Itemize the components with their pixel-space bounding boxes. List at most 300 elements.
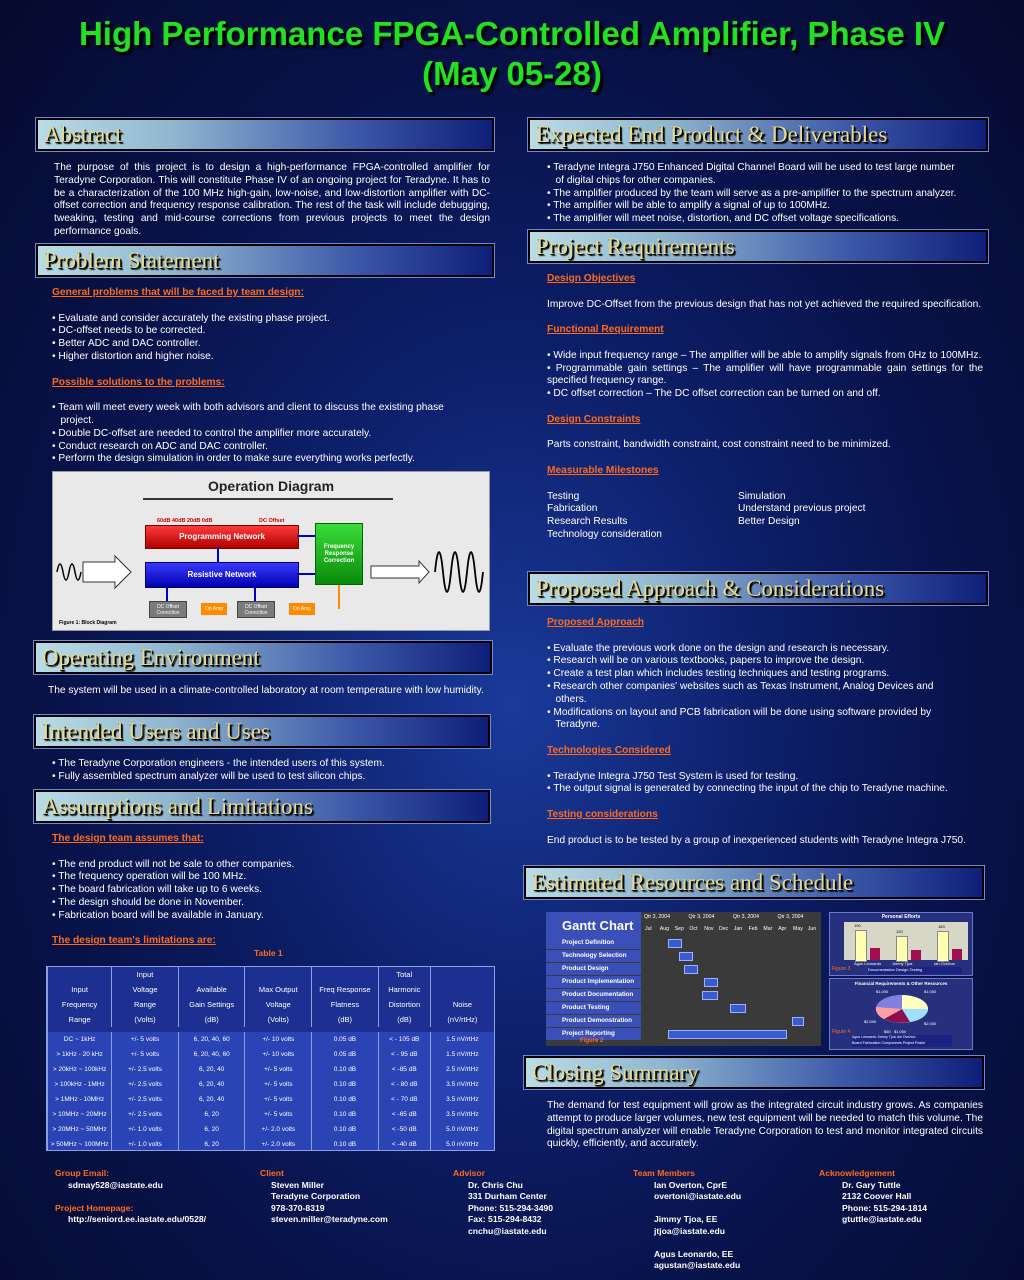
gantt-bar: [730, 1004, 746, 1013]
assumptions-subheading: The design team assumes that:: [52, 833, 204, 844]
approach-heading: Proposed Approach & Considerations: [536, 576, 885, 601]
testing-text: End product is to be tested by a group of inexperienced students with Teradyne Integra J750.: [547, 834, 966, 846]
spec-cell: +/- 2.0 volts: [245, 1122, 312, 1137]
ack-label: Acknowledgement: [819, 1168, 895, 1178]
gantt-month-label: Feb: [748, 926, 758, 932]
client-info: [260, 1180, 440, 1226]
solution-item: • Conduct research on ADC and DAC controller.: [52, 440, 268, 452]
milestones-right: [738, 491, 865, 529]
spec-header-cell: (Volts): [245, 1012, 312, 1027]
pie-slice: [876, 995, 902, 1009]
legend-item: Design: [896, 967, 909, 972]
approach-header: [528, 572, 988, 605]
spec-cell: 6, 20, 40: [178, 1092, 245, 1107]
closing-heading: Closing Summary: [532, 1060, 699, 1085]
spec-data-row: [48, 1047, 495, 1062]
milestone-item: Better Design: [738, 516, 800, 528]
milestone-item: Technology consideration: [547, 528, 662, 540]
spec-table-container: [46, 966, 495, 1151]
advisor-label: Advisor: [453, 1168, 485, 1178]
op-amp-block-2: Op Amp: [289, 603, 315, 615]
finance-value: $50: [884, 1029, 891, 1034]
effort-bar: [937, 931, 949, 962]
abstract-header: [36, 118, 494, 151]
gantt-caption: Figure 2: [580, 1038, 604, 1044]
milestone-item: Understand previous project: [738, 503, 866, 515]
problem-item: • Higher distortion and higher noise.: [52, 350, 214, 362]
requirements-header: [528, 230, 988, 263]
spec-cell: +/- 2.5 volts: [112, 1077, 179, 1092]
spec-cell: +/- 2.5 volts: [112, 1062, 179, 1077]
finance-value: $1,000: [924, 989, 937, 994]
spec-cell: +/- 5 volts: [245, 1107, 312, 1122]
deliverable-item: • The amplifier produced by the team will serve as a pre-amplifier to the spectrum analyzer.: [547, 187, 957, 199]
spec-cell: 1.5 nV/rtHz: [430, 1032, 494, 1047]
pie-slice: [902, 995, 928, 1009]
spec-cell: > 1MHz - 10MHz: [48, 1092, 112, 1107]
spec-header-cell: (dB): [378, 1012, 430, 1027]
functional-item: • Programmable gain settings – The amplifier will have programmable gain settings for the specified frequency range.: [547, 362, 983, 387]
gantt-task-row: Technology Selection: [546, 950, 641, 962]
problem-item: • Better ADC and DAC controller.: [52, 338, 201, 350]
users-body: [52, 758, 492, 784]
assumption-item: • The frequency operation will be 100 MHz.: [52, 871, 247, 883]
spec-cell: 6, 20, 40: [178, 1062, 245, 1077]
spec-header-cell: Input: [112, 967, 179, 982]
operating-heading: Operating Environment: [42, 645, 260, 670]
spec-data-row: [48, 1092, 495, 1107]
spec-data-row: [48, 1032, 495, 1047]
abstract-body: The purpose of this project is to design a high-performance FPGA-controlled amplifier for Teradyne Corporation. This will constitute Phase IV of an ongoing project for Teradyne. It has to be a characterization of the 100 MHz high-gain, low-noise, and low-distortion amplifier with DC-offset correction and frequency response calibration. The rest of the task will include debugging, tweaking, testing and mid-course corrections from previous projects to meet the design performance goals.: [54, 162, 490, 237]
spec-header-cell: Freq Response: [312, 982, 379, 997]
footer-acknowledgement: [819, 1168, 999, 1226]
footer-team: [633, 1168, 803, 1272]
effort-title: Personal Efforts: [881, 914, 921, 920]
spec-cell: < - 70 dB: [378, 1092, 430, 1107]
effort-value: 190: [854, 923, 861, 928]
spec-cell: 0.10 dB: [312, 1137, 379, 1151]
deliverables-heading: Expected End Product & Deliverables: [536, 122, 888, 147]
spec-data-row: [48, 1107, 495, 1122]
spec-header-cell: [312, 967, 379, 982]
technology-item: • Teradyne Integra J750 Test System is used for testing.: [547, 770, 799, 782]
spec-cell: 6, 20, 40, 60: [178, 1032, 245, 1047]
spec-cell: 0.10 dB: [312, 1122, 379, 1137]
spec-cell: 5.0 nV/rtHz: [430, 1137, 494, 1151]
spec-cell: 3.5 nV/rtHz: [430, 1077, 494, 1092]
spec-cell: +/- 1.0 volts: [112, 1122, 179, 1137]
op-amp-block-1: Op Amp: [201, 603, 227, 615]
homepage-label: Project Homepage:: [55, 1202, 134, 1213]
users-item: • Fully assembled spectrum analyzer will be used to test silicon chips.: [52, 770, 366, 782]
spec-cell: +/- 2.0 volts: [245, 1137, 312, 1151]
spec-header-cell: Voltage: [112, 982, 179, 997]
client-label: Client: [260, 1168, 284, 1178]
gantt-task-row: Product Implementation: [546, 976, 641, 988]
requirements-body: [547, 273, 983, 543]
footer-client: [260, 1168, 440, 1226]
spec-cell: +/- 5 volts: [112, 1032, 179, 1047]
gantt-month-label: Jan: [733, 926, 743, 932]
milestones-left: [547, 491, 662, 542]
spec-cell: DC ~ 1kHz: [48, 1032, 112, 1047]
spec-cell: 5.0 nV/rtHz: [430, 1122, 494, 1137]
client-line: 978-370-8319: [271, 1202, 325, 1213]
team-info: [633, 1180, 803, 1272]
operation-diagram: [52, 471, 490, 631]
gantt-quarter-label: Qtr 3, 2004: [688, 914, 715, 920]
spec-header-cell: (Volts): [112, 1012, 179, 1027]
spec-header-row: [48, 997, 495, 1012]
team-label: Team Members: [633, 1168, 695, 1178]
approach-item: • Modifications on layout and PCB fabrication will be done using software provided by: [547, 706, 932, 718]
problem-subheading-general: General problems that will be faced by team design:: [52, 287, 304, 298]
constraints-text: Parts constraint, bandwidth constraint, cost constraint need to be minimized.: [547, 439, 891, 451]
spec-cell: < -40 dB: [378, 1137, 430, 1151]
gantt-task-row: Product Demonstration: [546, 1015, 641, 1027]
spec-cell: 6, 20, 40: [178, 1077, 245, 1092]
spec-header-cell: Noise: [430, 997, 494, 1012]
technologies-subheading: Technologies Considered: [547, 744, 671, 756]
functional-item: • Wide input frequency range – The amplifier will be able to amplify signals from 0Hz to 100MHz.: [547, 349, 982, 361]
frequency-response-block: Frequency Response Correction: [315, 523, 363, 585]
spec-cell: > 50MHz ~ 100MHz: [48, 1137, 112, 1151]
spec-cell: +/- 5 volts: [245, 1077, 312, 1092]
spec-cell: 3.5 nV/rtHz: [430, 1107, 494, 1122]
gantt-chart: [546, 912, 821, 1046]
spec-header-cell: [178, 967, 245, 982]
gantt-month-label: Mar: [763, 926, 773, 932]
spec-cell: < -65 dB: [378, 1107, 430, 1122]
spec-cell: 2.5 nV/rtHz: [430, 1062, 494, 1077]
spec-cell: 0.10 dB: [312, 1077, 379, 1092]
closing-body: The demand for test equipment will grow as the integrated circuit industry grows. As companies attempt to produce larger volumes, new test equipment will be needed to match this volume. The digital spectrum analyzer will enable Teradyne Corporation to test and monitor integrated circuits quickly, efficiently, and accurately.: [547, 1100, 983, 1150]
gantt-task-row: Product Design: [546, 963, 641, 975]
problem-item: • Evaluate and consider accurately the existing phase project.: [52, 312, 330, 324]
effort-plot-area: [844, 922, 968, 960]
team-email-link[interactable]: overtoni@iastate.edu: [654, 1191, 742, 1201]
finance-value: $1,000: [894, 1029, 907, 1034]
problem-item: • DC-offset needs to be corrected.: [52, 325, 206, 337]
diagram-arrows-and-signals: [53, 472, 489, 630]
group-email-label: Group Email:: [55, 1168, 109, 1178]
output-signal-wave: [435, 552, 483, 592]
client-email-link[interactable]: steven.miller@teradyne.com: [271, 1214, 388, 1224]
spec-data-row: [48, 1122, 495, 1137]
resistive-network-block: Resistive Network: [145, 562, 299, 588]
users-heading: Intended Users and Uses: [42, 719, 271, 744]
gantt-bar: [684, 965, 698, 974]
gantt-bar: [704, 978, 718, 987]
spec-cell: 6, 20: [178, 1122, 245, 1137]
spec-header-cell: Harmonic: [378, 982, 430, 997]
dc-offset-block-1: DC Offset Correction: [149, 601, 187, 618]
spec-cell: 6, 20: [178, 1137, 245, 1151]
gantt-task-list: [546, 912, 821, 1046]
spec-cell: < - 80 dB: [378, 1077, 430, 1092]
spec-header-cell: Total: [378, 967, 430, 982]
problem-subheading-solutions: Possible solutions to the problems:: [52, 376, 225, 388]
dc-offset-label: DC Offset: [259, 518, 285, 524]
homepage-link[interactable]: http://seniord.ee.iastate.edu/0528/: [68, 1214, 207, 1224]
team-email-link[interactable]: jtjoa@iastate.edu: [654, 1225, 725, 1236]
team-line: Jimmy Tjoa, EE: [654, 1214, 718, 1224]
input-signal-wave: [57, 564, 81, 580]
gantt-task-row: Product Documentation: [546, 989, 641, 1001]
finance-value: $1,000: [876, 989, 889, 994]
milestone-item: Simulation: [738, 490, 786, 502]
team-line: Ian Overton, CprE: [654, 1179, 728, 1190]
personal-efforts-chart: [829, 912, 973, 976]
milestone-item: Research Results: [547, 516, 628, 528]
spec-cell: > 10MHz ~ 20MHz: [48, 1107, 112, 1122]
legend-item: Board Fabrication: [852, 1040, 881, 1045]
spec-header-cell: (dB): [312, 1012, 379, 1027]
approach-body: [547, 617, 983, 847]
spec-cell: 0.05 dB: [312, 1047, 379, 1062]
milestone-item: Testing: [547, 490, 580, 502]
spec-header-cell: Frequency: [48, 997, 112, 1012]
resources-header: [524, 866, 984, 899]
advisor-info: [453, 1180, 623, 1238]
legend-item: Components: [881, 1040, 902, 1045]
table-caption: Table 1: [254, 948, 283, 958]
gantt-month-label: Sep: [674, 926, 684, 932]
spec-cell: 0.05 dB: [312, 1032, 379, 1047]
operating-header: [34, 641, 492, 674]
assumptions-heading: Assumptions and Limitations: [42, 794, 313, 819]
legend-item: Jimmy Tjoa: [877, 1035, 896, 1039]
spec-cell: +/- 5 volts: [112, 1047, 179, 1062]
gantt-quarter-label: Qtr 3, 2004: [777, 914, 804, 920]
spec-header-cell: Input: [48, 982, 112, 997]
poster-title: [0, 14, 1024, 94]
spec-cell: 1.5 nV/rtHz: [430, 1047, 494, 1062]
spec-header-row: [48, 967, 495, 982]
spec-table: [47, 967, 494, 1151]
milestone-item: Fabrication: [547, 503, 598, 515]
team-line: Agus Leonardo, EE: [654, 1248, 734, 1259]
spec-header-row: [48, 1012, 495, 1027]
gantt-bar: [792, 1017, 804, 1026]
spec-cell: > 20kHz ~ 100kHz: [48, 1062, 112, 1077]
problem-body: [52, 287, 492, 466]
legend-item: Documentation: [868, 967, 895, 972]
gantt-bar: [668, 1030, 787, 1039]
milestones-list: [547, 491, 983, 543]
effort-bar: [855, 930, 867, 962]
gantt-month-label: Aug: [659, 926, 670, 932]
assumptions-body: [52, 833, 492, 948]
spec-cell: > 20MHz ~ 50MHz: [48, 1122, 112, 1137]
input-arrow: [83, 556, 131, 588]
advisor-email-link[interactable]: cnchu@iastate.edu: [468, 1225, 547, 1236]
spec-header-cell: Range: [112, 997, 179, 1012]
deliverable-item: of digital chips for other companies.: [547, 174, 716, 186]
finance-value: $2,000: [864, 1019, 877, 1024]
advisor-line: Fax: 515-294-8432: [468, 1214, 542, 1224]
solution-item: • Perform the design simulation in order to make sure everything works perfectly.: [52, 453, 415, 465]
spec-cell: +/- 10 volts: [245, 1047, 312, 1062]
advisor-line: Dr. Chris Chu: [468, 1179, 523, 1190]
ack-email-link[interactable]: gtuttle@iastate.edu: [842, 1214, 922, 1224]
spec-data-row: [48, 1077, 495, 1092]
technology-item: • The output signal is generated by connecting the input of the chip to Teradyne machine.: [547, 783, 948, 795]
milestones-subheading: Measurable Milestones: [547, 464, 659, 476]
approach-item: others.: [547, 693, 587, 705]
diagram-title: Operation Diagram: [207, 478, 335, 494]
deliverable-item: • The amplifier will meet noise, distortion, and DC offset voltage specifications.: [547, 213, 899, 225]
approach-item: • Research will be on various textbooks, papers to improve the design.: [547, 655, 865, 667]
finance-legend: [852, 1035, 952, 1047]
spec-header-cell: (dB): [178, 1012, 245, 1027]
effort-bar: [911, 950, 921, 960]
advisor-line: 331 Durham Center: [468, 1191, 547, 1201]
spec-header-cell: Flatness: [312, 997, 379, 1012]
deliverables-header: [528, 118, 988, 151]
ack-info: [819, 1180, 999, 1226]
spec-header-cell: Voltage: [245, 997, 312, 1012]
gantt-bar: [702, 991, 718, 1000]
spec-cell: +/- 5 volts: [245, 1092, 312, 1107]
limitations-subheading: The design team's limitations are:: [52, 935, 216, 947]
gain-labels: 60dB 40dB 20dB 0dB: [157, 518, 213, 524]
effort-name: Agus Leonardo: [854, 961, 882, 966]
objectives-subheading: Design Objectives: [547, 273, 636, 284]
legend-item: Project Poster: [902, 1040, 926, 1045]
requirements-heading: Project Requirements: [536, 234, 735, 259]
gantt-task-row: Project Reporting: [546, 1028, 641, 1040]
problem-header: [36, 244, 494, 277]
spec-header-cell: (nV/rtHz): [430, 1012, 494, 1027]
effort-bar: [870, 948, 880, 960]
spec-cell: +/- 10 volts: [245, 1032, 312, 1047]
approach-subheading: Proposed Approach: [547, 617, 644, 628]
approach-item: • Create a test plan which includes testing techniques and testing programs.: [547, 668, 890, 680]
spec-data-row: [48, 1062, 495, 1077]
problem-heading: Problem Statement: [44, 248, 220, 273]
footer-advisor: [453, 1168, 623, 1237]
spec-header-cell: [48, 967, 112, 982]
advisor-line: Phone: 515-294-3490: [468, 1202, 554, 1213]
deliverables-body: [547, 162, 987, 226]
effort-bar: [952, 949, 962, 960]
effort-value: 120: [896, 929, 903, 934]
title-line-1: High Performance FPGA-Controlled Amplifier, Phase IV: [78, 15, 946, 52]
spec-cell: 6, 20, 40, 60: [178, 1047, 245, 1062]
operating-body: The system will be used in a climate-controlled laboratory at room temperature with low humidity.: [48, 685, 484, 696]
spec-cell: 0.10 dB: [312, 1062, 379, 1077]
legend-item: Testing: [909, 967, 923, 972]
spec-header-cell: [245, 967, 312, 982]
client-line: Steven Miller: [271, 1179, 325, 1190]
footer-group: [55, 1168, 255, 1226]
spec-header-cell: Max Output: [245, 982, 312, 997]
dc-offset-block-2: DC Offset Correction: [237, 601, 275, 618]
spec-cell: < - 95 dB: [378, 1047, 430, 1062]
spec-cell: +/- 2.5 volts: [112, 1107, 179, 1122]
assumption-item: • The design should be done in November.: [52, 896, 244, 908]
finance-value: $2,000: [924, 1021, 937, 1026]
gantt-month-label: Nov: [704, 926, 714, 932]
functional-item: • DC offset correction – The DC offset correction can be turned on and off.: [547, 388, 881, 400]
spec-header-cell: Gain Settings: [178, 997, 245, 1012]
assumption-item: • Fabrication board will be available in January.: [52, 909, 264, 921]
gantt-month-label: Oct: [689, 926, 698, 932]
gantt-quarter-label: Qtr 3, 2004: [733, 914, 759, 920]
title-line-2: (May 05-28): [422, 55, 602, 92]
spec-cell: 3.5 nV/rtHz: [430, 1092, 494, 1107]
solution-item: project.: [52, 414, 94, 426]
ack-line: Phone: 515-294-1814: [842, 1202, 928, 1213]
ack-line: Dr. Gary Tuttle: [842, 1179, 901, 1190]
gantt-bar: [668, 939, 682, 948]
gantt-bar: [679, 952, 693, 961]
spec-cell: > 100kHz - 1MHz: [48, 1077, 112, 1092]
group-email-link[interactable]: sdmay528@iastate.edu: [68, 1179, 163, 1190]
objectives-text: Improve DC-Offset from the previous design that has not yet achieved the required specification.: [547, 298, 982, 310]
spec-header-cell: Distortion: [378, 997, 430, 1012]
team-email-link[interactable]: agustan@iastate.edu: [654, 1260, 741, 1270]
gantt-month-label: May: [793, 926, 803, 932]
spec-cell: > 1kHz - 20 kHz: [48, 1047, 112, 1062]
gantt-month-label: Jun: [807, 926, 817, 932]
assumption-item: • The end product will not be sale to other companies.: [52, 858, 295, 870]
abstract-heading: Abstract: [44, 122, 122, 147]
legend-item: Ian Overton: [896, 1035, 916, 1039]
effort-name: Jimmy Tjoa: [892, 961, 913, 966]
users-item: • The Teradyne Corporation engineers - the intended users of this system.: [52, 758, 385, 769]
spec-header-cell: [430, 982, 494, 997]
output-arrow: [371, 561, 429, 583]
users-header: [34, 715, 490, 748]
gantt-month-label: Apr: [778, 926, 787, 932]
gantt-title: Gantt Chart: [546, 912, 641, 940]
gantt-task-row: Product Testing: [546, 1002, 641, 1014]
effort-name: Ian Overton: [934, 961, 955, 966]
spec-cell: +/- 2.5 volts: [112, 1092, 179, 1107]
gantt-month-label: Jul: [645, 926, 652, 932]
financial-chart: [829, 978, 973, 1050]
spec-cell: < - 105 dB: [378, 1032, 430, 1047]
deliverable-item: • The amplifier will be able to amplify a signal of up to 100MHz.: [547, 200, 831, 212]
spec-cell: +/- 5 volts: [245, 1062, 312, 1077]
spec-data-row: [48, 1137, 495, 1151]
constraints-subheading: Design Constraints: [547, 413, 641, 425]
effort-bar: [896, 936, 908, 962]
client-line: Teradyne Corporation: [271, 1191, 361, 1201]
approach-item: • Research other companies' websites such as Texas Instrument, Analog Devices and: [547, 680, 934, 692]
legend-item: Agus Leonardo: [852, 1035, 877, 1039]
finance-title: Financial Requirements & Other Resources: [854, 981, 948, 986]
effort-caption: Figure 3: [832, 966, 851, 972]
solution-item: • Double DC-offset are needed to control the amplifier more accurately.: [52, 427, 372, 439]
programming-network-block: Programming Network: [145, 525, 299, 549]
spec-header-cell: Available: [178, 982, 245, 997]
spec-header-cell: Range: [48, 1012, 112, 1027]
diagram-caption: Figure 1: Block Diagram: [59, 620, 117, 626]
approach-item: • Evaluate the previous work done on the design and research is necessary.: [547, 642, 890, 654]
spec-header-row: [48, 982, 495, 997]
spec-cell: < -85 dB: [378, 1062, 430, 1077]
functional-subheading: Functional Requirement: [547, 324, 664, 336]
deliverable-item: • Teradyne Integra J750 Enhanced Digital Channel Board will be used to test large number: [547, 162, 955, 173]
ack-line: 2132 Coover Hall: [842, 1191, 912, 1201]
spec-cell: 0.10 dB: [312, 1107, 379, 1122]
effort-legend: [868, 967, 962, 974]
testing-subheading: Testing considerations: [547, 808, 658, 820]
solution-item: • Team will meet every week with both advisors and client to discuss the existing phase: [52, 402, 444, 414]
